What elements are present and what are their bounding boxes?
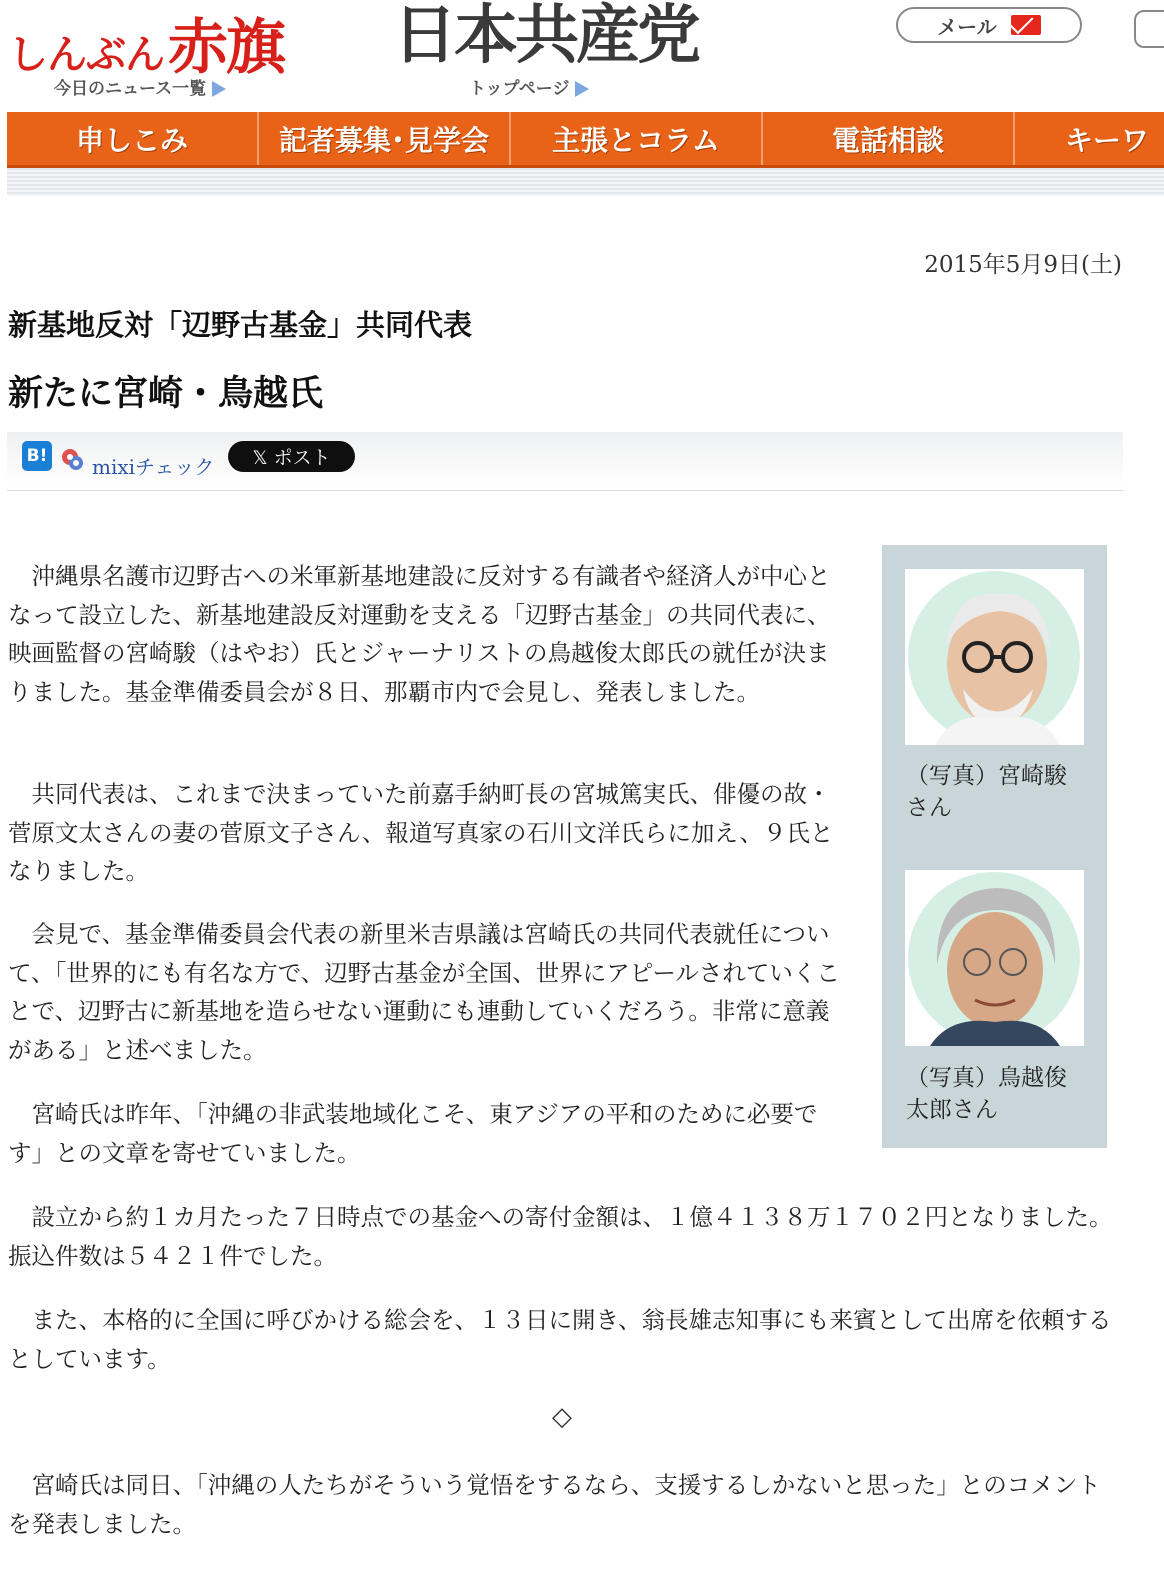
article-paragraph: 設立から約１カ月たった７日時点での基金への寄付金額は、１億４１３８万１７０２円となりました。振込件数は５４２１件でした。 <box>8 1203 1113 1270</box>
photo-panel <box>882 545 1107 1148</box>
mixi-check-link[interactable]: mixiチェック <box>92 455 215 479</box>
article-paragraph: 共同代表は、これまで決まっていた前嘉手納町長の宮城篤実氏、俳優の故・菅原文太さんの妻の菅原文子さん、報道写真家の石川文洋氏らに加え、９氏となりました。 <box>8 780 834 886</box>
photo-caption: （写真）宮崎駿さん <box>906 763 1067 821</box>
news-list-label: 今日のニュース一覧 <box>54 79 207 99</box>
article-paragraph: 宮崎氏は昨年、「沖縄の非武装地域化こそ、東アジアの平和のために必要です」との文章を寄せていました。 <box>8 1100 818 1167</box>
main-nav <box>7 112 1164 168</box>
article-title: 新たに宮崎・鳥越氏 <box>8 373 324 414</box>
arrow-right-icon <box>575 81 589 97</box>
mail-button-label: メール <box>937 14 997 39</box>
x-post-button[interactable]: 𝕏 ポスト <box>228 441 355 472</box>
article-paragraph: 宮崎氏は同日、「沖縄の人たちがそういう覚悟をするなら、支援するしかないと思った」とのコメントを発表しました。 <box>8 1471 1101 1538</box>
photo-miyazaki <box>905 569 1084 745</box>
side-button[interactable] <box>1134 10 1164 48</box>
nav-item-reporter-recruit[interactable]: 記者募集･見学会 <box>259 112 511 165</box>
article-paragraph: また、本格的に全国に呼びかける総会を、１３日に開き、翁長雄志知事にも来賓として出席を依頼するとしています。 <box>8 1306 1112 1373</box>
article-paragraph: 沖縄県名護市辺野古への米軍新基地建設に反対する有識者や経済人が中心となって設立した、新基地建設反対運動を支える「辺野古基金」の共同代表に、映画監督の宮崎駿（はやお）氏とジャーナリストの鳥越俊太郎氏の就任が決まりました。基金準備委員会が８日、那覇市内で会見し、発表しました。 <box>8 562 831 707</box>
photo-torigoe <box>905 870 1084 1046</box>
akahata-logo-hira: しんぶん <box>8 32 164 78</box>
top-page-label: トップページ <box>469 79 570 99</box>
portrait-image <box>905 569 1084 745</box>
arrow-right-icon <box>212 81 226 97</box>
nav-item-apply[interactable]: 申しこみ <box>7 112 259 165</box>
article-paragraph: 会見で、基金準備委員会代表の新里米吉県議は宮崎氏の共同代表就任について、「世界的にも有名な方で、辺野古基金が全国、世界にアピールされていくことで、辺野古に新基地を造らせない運動にも連動していくだろう。非常に意義がある」と述べました。 <box>8 920 840 1065</box>
hatena-bookmark-button[interactable]: B! <box>22 441 52 471</box>
akahata-logo[interactable] <box>8 0 284 83</box>
top-page-link[interactable] <box>469 74 589 99</box>
section-separator: ◇ <box>552 1402 572 1432</box>
nav-stripe-divider <box>7 168 1164 196</box>
news-list-link[interactable] <box>54 74 226 99</box>
jcp-logo[interactable]: 日本共産党 <box>393 0 698 73</box>
nav-item-editorial-column[interactable]: 主張とコラム <box>511 112 763 165</box>
article-subtitle: 新基地反対「辺野古基金」共同代表 <box>8 308 473 342</box>
envelope-icon <box>1011 15 1041 35</box>
nav-item-phone-consult[interactable]: 電話相談 <box>763 112 1015 165</box>
article-date: 2015年5月9日(土) <box>924 252 1122 278</box>
portrait-image <box>905 870 1084 1046</box>
photo-caption: （写真）鳥越俊太郎さん <box>906 1065 1067 1123</box>
mixi-check-icon[interactable] <box>60 447 86 473</box>
mail-button[interactable] <box>896 7 1082 43</box>
akahata-logo-kanji: 赤旗 <box>168 13 284 83</box>
nav-item-keyword[interactable]: キーワ <box>1015 112 1164 165</box>
